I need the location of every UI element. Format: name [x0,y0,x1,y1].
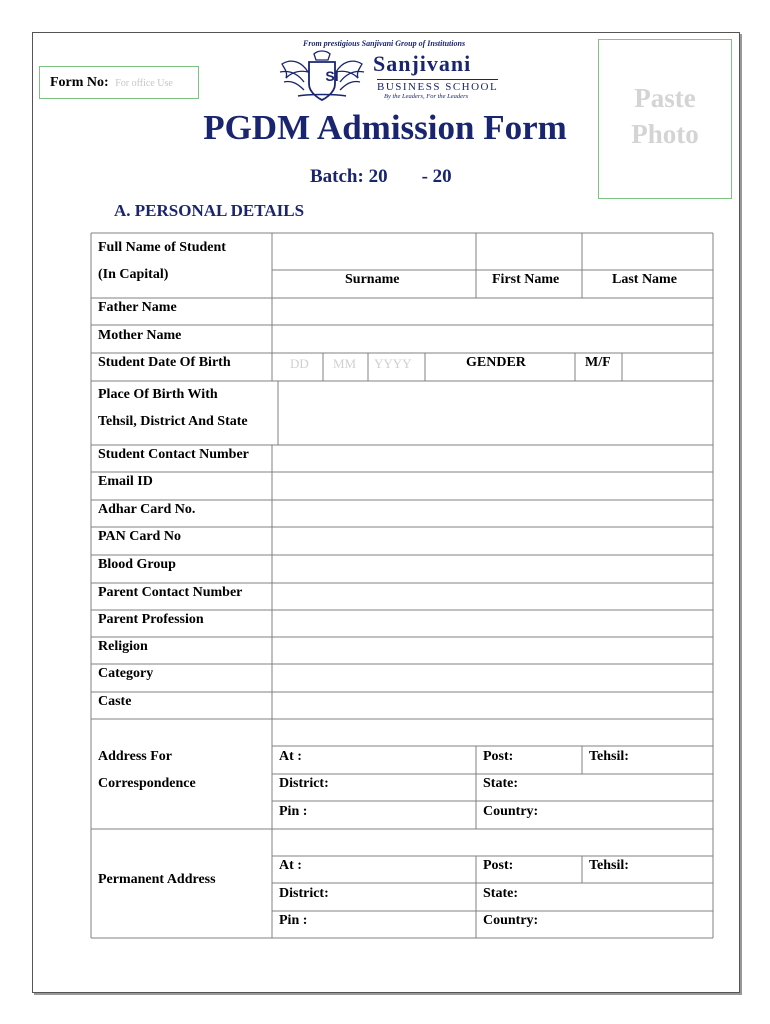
logo-monogram: SI [325,68,339,84]
input-parent-profession[interactable] [273,611,712,636]
label-parent-profession: Parent Profession [98,612,204,627]
batch-line [310,166,452,188]
perm-pin-field[interactable]: Pin : [279,913,308,928]
perm-state-field[interactable]: State: [483,886,518,901]
label-email: Email ID [98,474,153,489]
label-place-of-birth-detail: Tehsil, District And State [98,414,248,429]
label-parent-contact: Parent Contact Number [98,585,243,600]
batch-label: Batch: 20 [310,166,388,187]
photo-box[interactable] [598,39,732,199]
dob-year-input[interactable]: YYYY [374,356,412,371]
form-number-hint: For office Use [115,78,173,89]
label-category: Category [98,666,154,681]
label-gender: GENDER [466,355,526,370]
input-gender[interactable] [623,354,712,380]
corr-state-field[interactable]: State: [483,776,518,791]
perm-country-field[interactable]: Country: [483,913,539,928]
page-title: PGDM Admission Form [203,108,567,147]
corr-district-field[interactable]: District: [279,776,329,791]
perm-tehsil-field[interactable]: Tehsil: [589,858,629,873]
input-email[interactable] [273,473,712,499]
logo-tagline: From prestigious Sanjivani Group of Institutions [303,39,466,48]
input-father-name[interactable] [273,299,712,324]
input-adhar[interactable] [273,501,712,526]
label-adhar: Adhar Card No. [98,502,196,517]
perm-district-field[interactable]: District: [279,886,329,901]
dob-month-input[interactable]: MM [333,356,357,371]
input-place-of-birth[interactable] [279,382,712,444]
label-correspondence: Correspondence [98,776,196,791]
input-blood-group[interactable] [273,556,712,582]
label-dob: Student Date Of Birth [98,355,231,370]
corr-at-field[interactable]: At : [279,749,302,764]
perm-post-field[interactable]: Post: [483,858,514,873]
photo-box-line2: Photo [631,119,699,149]
label-blood-group: Blood Group [98,557,176,572]
input-surname[interactable] [273,234,475,269]
corr-pin-field[interactable]: Pin : [279,804,308,819]
photo-box-line1: Paste [634,83,696,113]
input-parent-contact[interactable] [273,584,712,609]
label-first-name: First Name [492,272,560,287]
logo-motto: By the Leaders, For the Leaders [384,93,469,100]
label-full-name: Full Name of Student [98,240,226,255]
input-mother-name[interactable] [273,326,712,352]
form-number-label: Form No: [50,75,109,90]
label-surname: Surname [345,272,400,287]
input-last-name[interactable] [583,234,712,269]
input-category[interactable] [273,665,712,691]
label-in-capital: (In Capital) [98,267,169,282]
corr-country-field[interactable]: Country: [483,804,539,819]
form-number-box[interactable] [39,66,199,99]
label-pan: PAN Card No [98,529,181,544]
corr-tehsil-field[interactable]: Tehsil: [589,749,629,764]
section-title: A. PERSONAL DETAILS [114,201,305,220]
label-father-name: Father Name [98,300,177,315]
input-caste[interactable] [273,693,712,718]
label-last-name: Last Name [612,272,677,287]
label-religion: Religion [98,639,148,654]
label-gender-options: M/F [585,355,611,370]
input-pan[interactable] [273,528,712,554]
input-religion[interactable] [273,638,712,663]
input-student-contact[interactable] [273,446,712,471]
logo-school: BUSINESS SCHOOL [377,81,499,93]
label-caste: Caste [98,694,132,709]
label-permanent-address: Permanent Address [98,872,216,887]
label-place-of-birth: Place Of Birth With [98,387,218,402]
corr-post-field[interactable]: Post: [483,749,514,764]
perm-at-field[interactable]: At : [279,858,302,873]
label-address-for: Address For [98,749,173,764]
input-first-name[interactable] [477,234,581,269]
dob-day-input[interactable]: DD [290,356,309,371]
label-student-contact: Student Contact Number [98,447,249,462]
logo-name: Sanjivani [373,51,472,76]
label-mother-name: Mother Name [98,328,182,343]
batch-separator: - 20 [421,166,452,187]
